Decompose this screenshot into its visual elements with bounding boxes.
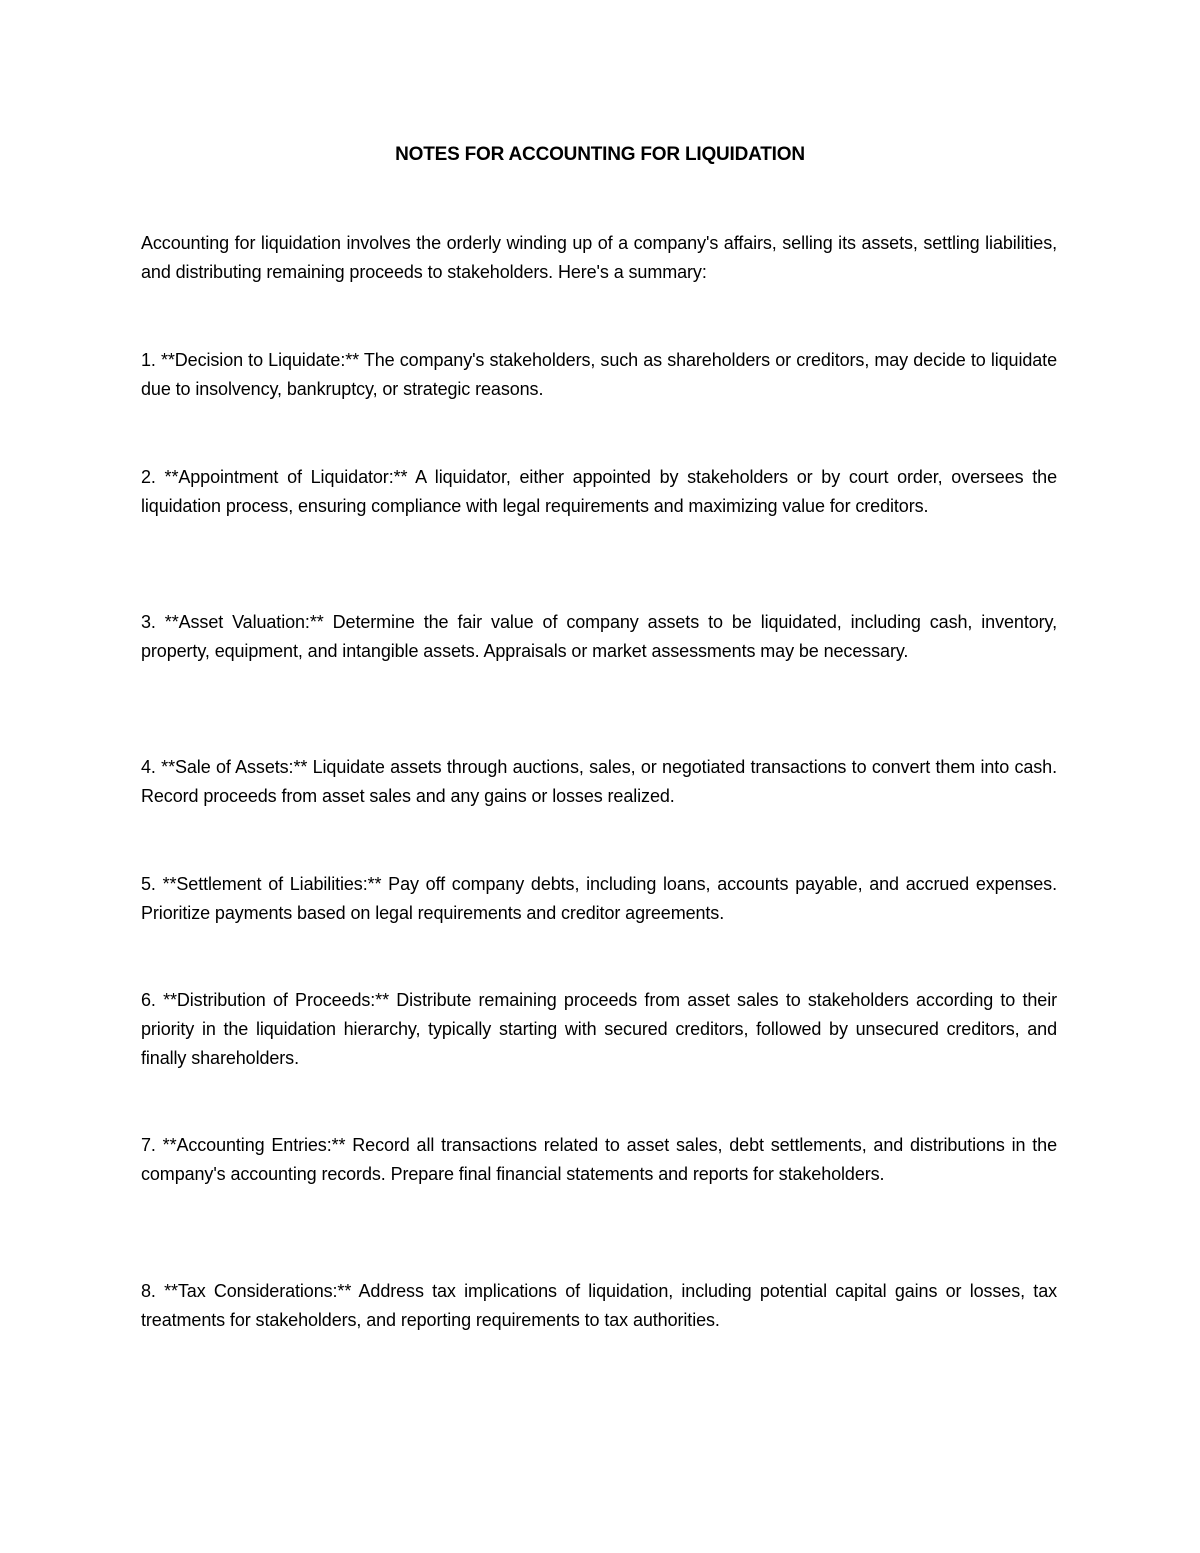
list-item-tax-considerations: 8. **Tax Considerations:** Address tax implications of liquidation, including potential capital gains or losses, tax treatments for stakeholders, and reporting requirements to tax authorities. [141,1281,1057,1330]
list-item-sale-of-assets: 4. **Sale of Assets:** Liquidate assets through auctions, sales, or negotiated transactions to convert them into cash. Record proceeds from asset sales and any gains or losses realized. [141,757,1057,806]
list-item-decision-to-liquidate: 1. **Decision to Liquidate:** The company's stakeholders, such as shareholders or creditors, may decide to liquidate due to insolvency, bankruptcy, or strategic reasons. [141,350,1057,399]
list-item-settlement-of-liabilities: 5. **Settlement of Liabilities:** Pay off company debts, including loans, accounts payable, and accrued expenses. Prioritize payments based on legal requirements and creditor agreements. [141,874,1057,923]
intro-paragraph: Accounting for liquidation involves the orderly winding up of a company's affairs, selling its assets, settling liabilities, and distributing remaining proceeds to stakeholders. Here's a summary: [141,233,1057,282]
list-item-appointment-of-liquidator: 2. **Appointment of Liquidator:** A liquidator, either appointed by stakeholders or by court order, oversees the liquidation process, ensuring compliance with legal requirements and maximizing value for creditors. [141,467,1057,516]
document-title: NOTES FOR ACCOUNTING FOR LIQUIDATION [395,144,805,165]
list-item-distribution-of-proceeds: 6. **Distribution of Proceeds:** Distribute remaining proceeds from asset sales to stakeholders according to their priority in the liquidation hierarchy, typically starting with secured creditors, followed by unsecured creditors, and finally shareholders. [141,990,1057,1068]
list-item-asset-valuation: 3. **Asset Valuation:** Determine the fair value of company assets to be liquidated, including cash, inventory, property, equipment, and intangible assets. Appraisals or market assessments may be necessary. [141,612,1057,661]
list-item-accounting-entries: 7. **Accounting Entries:** Record all transactions related to asset sales, debt settlements, and distributions in the company's accounting records. Prepare final financial statements and reports for stakeholders. [141,1135,1057,1184]
